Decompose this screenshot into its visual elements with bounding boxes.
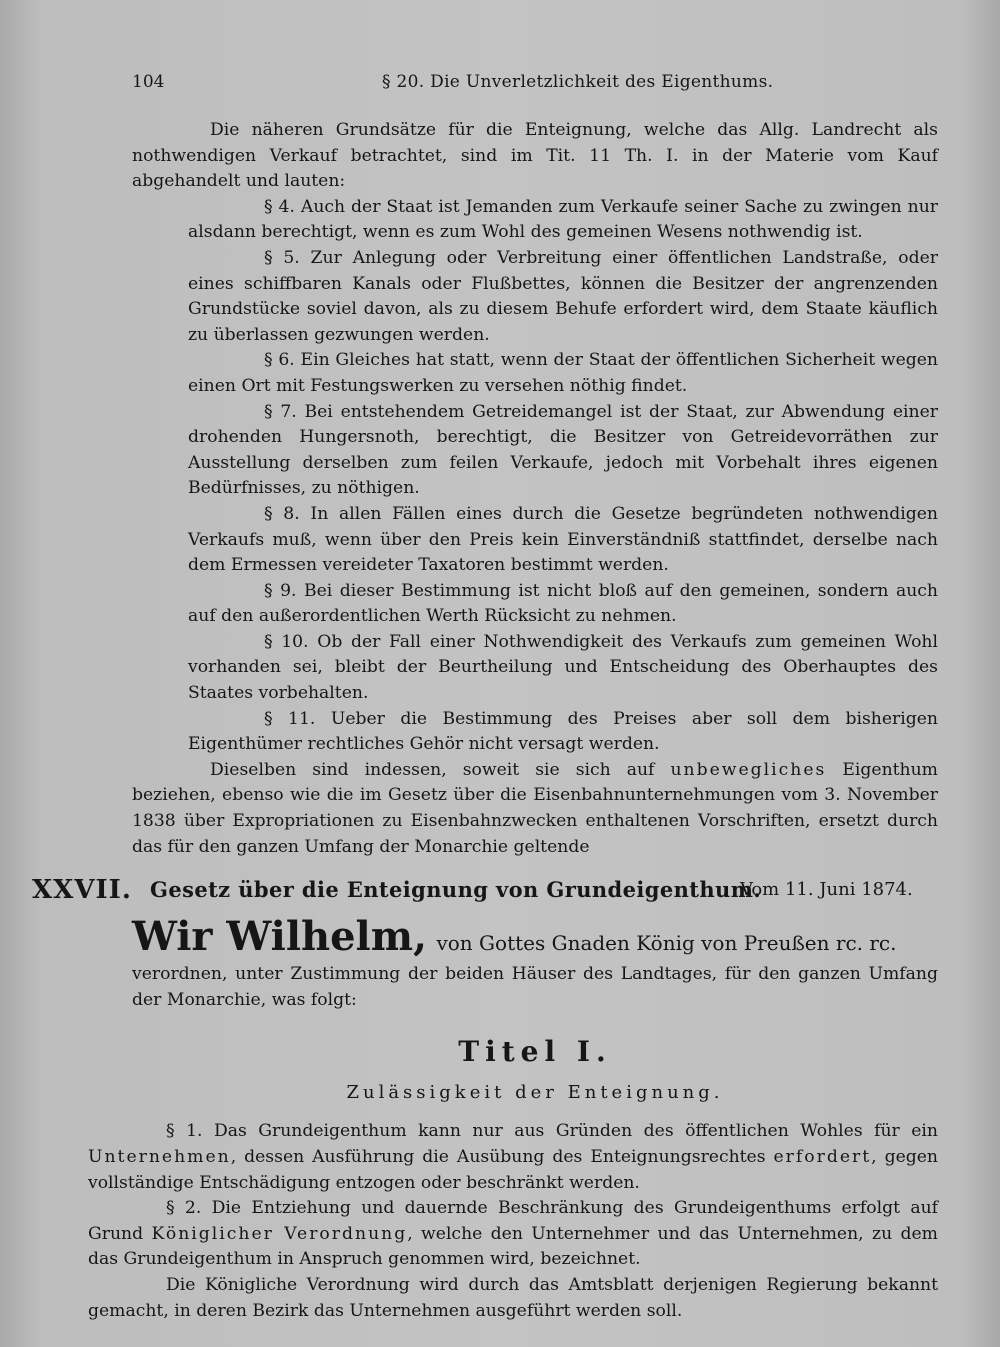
law-date: Vom 11. Juni 1874. (740, 879, 913, 901)
preamble-heading (132, 912, 938, 962)
section-2-a: § 2. Die Entziehung und dauernde Beschränkung des Grundeigenthums erfolgt auf Grund (88, 1198, 938, 1244)
paragraph-6: § 6. Ein Gleiches hat statt, wenn der Staat der öffentlichen Sicherheit wegen einen Ort mit Festungswerken zu versehen nöthig findet. (188, 350, 938, 396)
section-1-b: Unternehmen (88, 1147, 231, 1167)
document-body (32, 118, 938, 1324)
section-1 (88, 1119, 938, 1196)
dieselben-text-b: Eigenthum beziehen, ebenso wie die im Gesetz über die Eisenbahnunternehmungen vom 3. November 1838 über Expropriationen zu Eisenbahnzwecken enthaltenen Vorschriften, ersetzt durch das für den ganzen Umfang der Monarchie geltende (132, 759, 938, 857)
titel-subheading: Zulässigkeit der Enteignung. (346, 1082, 724, 1104)
intro-paragraph: Die näheren Grundsätze für die Enteignung, welche das Allg. Landrecht als nothwendigen Verkauf betrachtet, sind im Tit. 11 Th. I. in der Materie vom Kauf abgehandelt und lauten: (132, 120, 938, 192)
titel-heading: Titel I. (458, 1035, 612, 1069)
running-title: § 20. Die Unverletzlichkeit des Eigenthums. (382, 72, 774, 92)
section-1-e: , gegen vollständige Entschädigung entzogen oder beschränkt werden. (88, 1147, 938, 1193)
dieselben-spaced: unbewegliches (670, 759, 827, 780)
dieselben-paragraph (132, 758, 938, 860)
law-number: XXVII. (32, 875, 132, 906)
paragraph-5: § 5. Zur Anlegung oder Verbreitung einer öffentlichen Landstraße, oder eines schiffbaren Kanals oder Flußbettes, können die Besitzer der angrenzenden Grundstücke soviel davon, als zu diesem Behufe erfordert wird, dem Staate käuflich zu überlassen gezwungen werden. (188, 247, 938, 345)
law-heading (32, 868, 938, 912)
preamble-title: von Gottes Gnaden König von Preußen rc. rc. (436, 931, 897, 956)
page-header (132, 72, 932, 102)
section-1-a: § 1. Das Grundeigenthum kann nur aus Gründen des öffentlichen Wohles für ein (166, 1121, 938, 1142)
paragraph-10: § 10. Ob der Fall einer Nothwendigkeit des Verkaufs zum gemeinen Wohl vorhanden sei, bleibt der Beurtheilung und Entscheidung des Oberhauptes des Staates vorbehalten. (188, 631, 938, 704)
paragraph-4: § 4. Auch der Staat ist Jemanden zum Verkaufe seiner Sache zu zwingen nur alsdann berechtigt, wenn es zum Wohl des gemeinen Wesens nothwendig ist. (188, 196, 938, 243)
paragraph-9: § 9. Bei dieser Bestimmung ist nicht bloß auf den gemeinen, sondern auch auf den außerordentlichen Werth Rücksicht zu nehmen. (188, 580, 938, 627)
section-2-b: Königlicher Verordnung (151, 1223, 408, 1244)
section-1-d: erfordert (773, 1147, 872, 1167)
section-2-c: , welche den Unternehmer und das Unternehmen, zu dem das Grundeigenthum in Anspruch genommen wird, bezeichnet. (88, 1223, 938, 1270)
paragraph-7: § 7. Bei entstehendem Getreidemangel ist der Staat, zur Abwendung einer drohenden Hungersnoth, berechtigt, die Besitzer von Getreidevorräthen zur Ausstellung derselben zum feilen Verkaufe, jedoch mit Vorbehalt ihres eigenen Bedürfnisses, zu nöthigen. (188, 401, 938, 499)
page-number: 104 (132, 72, 165, 92)
paragraph-11: § 11. Ueber die Bestimmung des Preises aber soll dem bisherigen Eigenthümer rechtliches Gehör nicht versagt werden. (188, 708, 938, 755)
closing-paragraph: Die Königliche Verordnung wird durch das Amtsblatt derjenigen Regierung bekannt gemacht, in deren Bezirk das Unternehmen ausgeführt werden soll. (88, 1274, 938, 1321)
section-2 (88, 1196, 938, 1273)
verordnen-paragraph: verordnen, unter Zustimmung der beiden Häuser des Landtages, für den ganzen Umfang der Monarchie, was folgt: (132, 964, 938, 1010)
paragraph-8: § 8. In allen Fällen eines durch die Gesetze begründeten nothwendigen Verkaufs muß, wenn über den Preis kein Einverständniß stattfindet, derselbe nach dem Ermessen vereideter Taxatoren bestimmt werden. (188, 503, 938, 576)
dieselben-text-a: Dieselben sind indessen, soweit sie sich auf (210, 759, 671, 780)
law-title: Gesetz über die Enteignung von Grundeigenthum. (150, 877, 762, 903)
section-1-c: , dessen Ausführung die Ausübung des Enteignungsrechtes (230, 1147, 774, 1167)
preamble-wir: Wir Wilhelm, (132, 913, 427, 961)
